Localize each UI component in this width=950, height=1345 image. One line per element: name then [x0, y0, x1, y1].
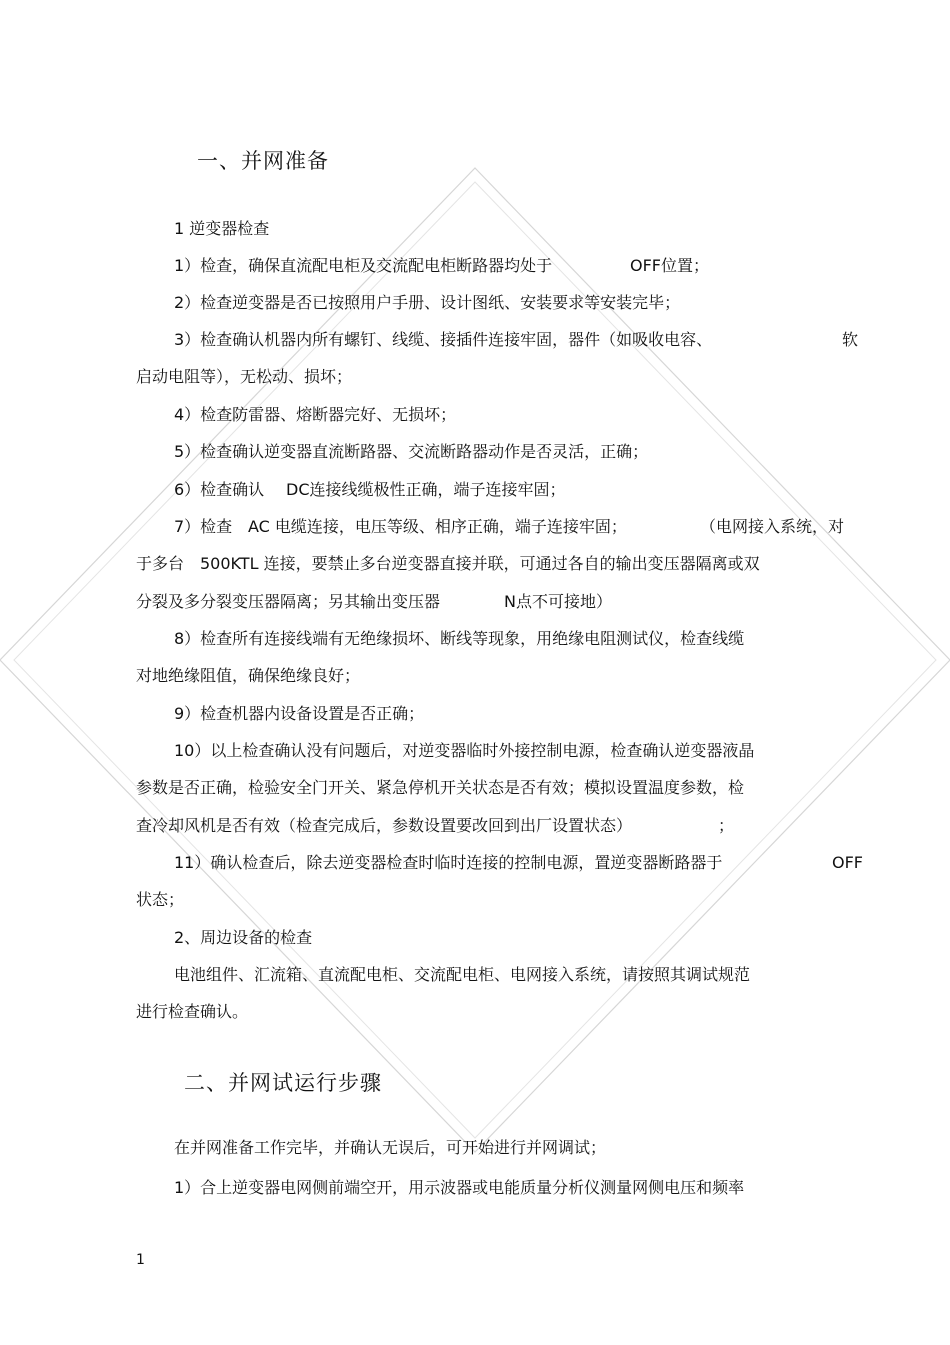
item-11: 11）确认检查后，除去逆变器检查时临时连接的控制电源，置逆变器断路器于 [174, 853, 723, 872]
item-8-cont: 对地绝缘阻值，确保绝缘良好； [136, 666, 361, 685]
item-4: 4）检查防雷器、熔断器完好、无损坏； [174, 405, 457, 424]
item-10-cont-a: 参数是否正确，检验安全门开关、紧急停机开关状态是否有效；模拟设置温度参数，检 [136, 778, 745, 797]
item-8: 8）检查所有连接线端有无绝缘损坏、断线等现象，用绝缘电阻测试仪，检查线缆 [174, 629, 745, 648]
item-3-tail: 软 [842, 330, 859, 349]
page-number: 1 [136, 1252, 145, 1268]
item-9: 9）检查机器内设备设置是否正确； [174, 704, 425, 723]
item-7: 7）检查 [174, 517, 233, 536]
subheading-inverter-check: 1 逆变器检查 [174, 219, 270, 238]
item-10-cont-b: 查冷却风机是否有效（检查完成后，参数设置要改回到出厂设置状态） [136, 816, 633, 835]
item-7-cont-c: 分裂及多分裂变压器隔离；另其输出变压器 [136, 592, 441, 611]
section1-title: 一、并网准备 [197, 149, 329, 173]
item-11-cont: 状态； [136, 890, 185, 909]
item-3-cont: 启动电阻等），无松动、损坏； [136, 367, 353, 386]
item-11-tail: OFF [832, 853, 863, 872]
item-7-cont-a: 于多台 [136, 554, 185, 573]
section2-line-2: 1）合上逆变器电网侧前端空开，用示波器或电能质量分析仪测量网侧电压和频率 [174, 1178, 745, 1197]
item-2: 2）检查逆变器是否已按照用户手册、设计图纸、安装要求等安装完毕； [174, 293, 681, 312]
item-7-mid: AC 电缆连接，电压等级、相序正确，端子连接牢固； [248, 517, 627, 536]
item-10: 10）以上检查确认没有问题后，对逆变器临时外接控制电源，检查确认逆变器液晶 [174, 741, 755, 760]
item-7-cont-b: 500KTL 连接，要禁止多台逆变器直接并联，可通过各自的输出变压器隔离或双 [200, 554, 760, 573]
section2-title: 二、并网试运行步骤 [184, 1071, 382, 1095]
subheading-peripheral-check: 2、周边设备的检查 [174, 928, 313, 947]
item-1-tail: OFF位置； [630, 256, 710, 275]
item-6-tail: DC连接线缆极性正确，端子连接牢固； [286, 480, 566, 499]
peripheral-line-2: 进行检查确认。 [136, 1002, 249, 1021]
item-3: 3）检查确认机器内所有螺钉、线缆、接插件连接牢固，器件（如吸收电容、 [174, 330, 713, 349]
item-6: 6）检查确认 [174, 480, 265, 499]
item-1: 1）检查，确保直流配电柜及交流配电柜断路器均处于 [174, 256, 553, 275]
item-7-cont-d: N点不可接地） [504, 592, 612, 611]
item-7-tail: （电网接入系统，对 [700, 517, 845, 536]
item-5: 5）检查确认逆变器直流断路器、交流断路器动作是否灵活，正确； [174, 442, 649, 461]
item-10-cont-c: ； [718, 816, 735, 835]
section2-line-1: 在并网准备工作完毕，并确认无误后，可开始进行并网调试； [174, 1138, 607, 1157]
peripheral-line-1: 电池组件、汇流箱、直流配电柜、交流配电柜、电网接入系统，请按照其调试规范 [174, 965, 751, 984]
